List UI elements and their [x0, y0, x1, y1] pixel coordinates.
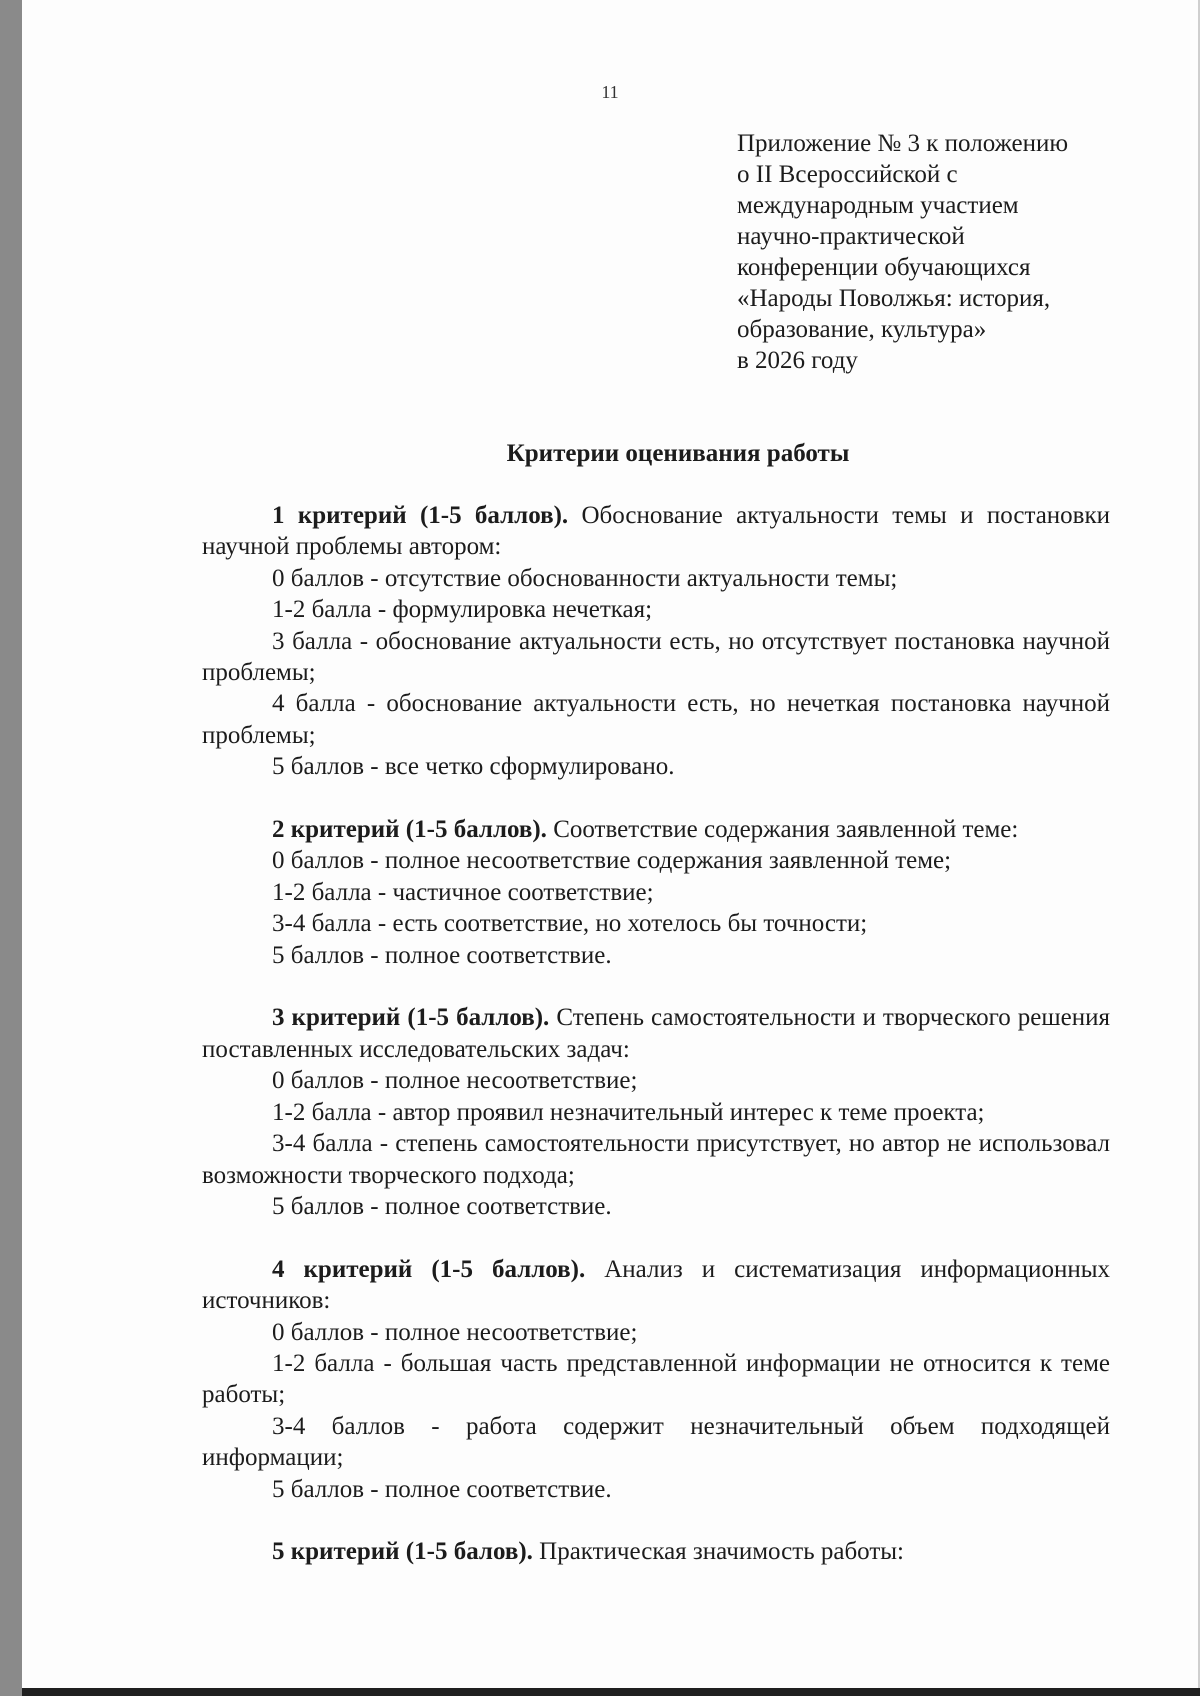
- criterion-description: Соответствие содержания заявленной теме:: [553, 816, 1019, 844]
- criteria-list: [202, 500, 1110, 1599]
- criterion-3: [202, 1002, 1110, 1222]
- criterion-heading: 2 критерий (1-5 баллов).: [272, 816, 547, 844]
- document-page: [22, 0, 1200, 1690]
- score-item: 1-2 балла - частичное соответствие;: [272, 878, 654, 906]
- score-item: 4 балла - обоснование актуальности есть, но нечеткая постановка научной проблемы;: [202, 690, 1110, 749]
- criterion-5: [202, 1536, 1110, 1567]
- appendix-line: международным участием: [737, 192, 1019, 219]
- criterion-paragraph: [202, 814, 1110, 845]
- score-item: 0 баллов - полное несоответствие;: [272, 1067, 638, 1095]
- criterion-description: Практическая значимость работы:: [539, 1538, 904, 1566]
- score-item: 3 балла - обоснование актуальности есть, но отсутствует постановка научной проблемы;: [202, 627, 1110, 687]
- criterion-heading: 1 критерий (1-5 баллов).: [272, 502, 569, 529]
- score-item: 0 баллов - полное несоответствие содержания заявленной теме;: [272, 847, 952, 875]
- criterion-description: Обоснование актуальности темы и постановки научной проблемы автором:: [202, 502, 1110, 561]
- score-item: 0 баллов - отсутствие обоснованности актуальности темы;: [272, 564, 898, 592]
- appendix-line: «Народы Поволжья: история,: [737, 285, 1051, 312]
- criterion-1: [202, 500, 1110, 783]
- score-item: 5 баллов - полное соответствие.: [272, 1192, 612, 1220]
- score-item: 1-2 балла - большая часть представленной информации не относится к теме работы;: [202, 1349, 1110, 1409]
- criterion-paragraph: [202, 1002, 1110, 1065]
- page-edge: [22, 1688, 1200, 1696]
- score-item: 5 баллов - полное соответствие.: [272, 1475, 612, 1503]
- score-item: 0 баллов - полное несоответствие;: [272, 1318, 638, 1346]
- score-item: 5 баллов - полное соответствие.: [272, 941, 612, 969]
- criterion-description: Анализ и систематизация информационных источников:: [202, 1255, 1110, 1315]
- criterion-heading: 3 критерий (1-5 баллов).: [272, 1004, 550, 1032]
- score-item: 3-4 баллов - работа содержит незначительный объем подходящей информации;: [202, 1412, 1110, 1472]
- criterion-heading: 4 критерий (1-5 баллов).: [272, 1255, 586, 1283]
- page-number: 11: [601, 82, 619, 102]
- criterion-heading: 5 критерий (1-5 балов).: [272, 1538, 533, 1566]
- score-item: 5 баллов - все четко сформулировано.: [272, 753, 675, 781]
- document-title: Критерии оценивания работы: [506, 440, 850, 467]
- criterion-paragraph: [202, 500, 1110, 563]
- criterion-2: [202, 814, 1110, 971]
- criterion-4: [202, 1254, 1110, 1505]
- appendix-line: Приложение № 3 к положению: [737, 130, 1069, 157]
- score-item: 1-2 балла - автор проявил незначительный интерес к теме проекта;: [272, 1098, 985, 1126]
- score-item: 3-4 балла - степень самостоятельности присутствует, но автор не использовал возможности творческого подхода;: [202, 1130, 1110, 1189]
- appendix-note: [737, 128, 1177, 376]
- criterion-paragraph: [202, 1254, 1110, 1317]
- score-item: 3-4 балла - есть соответствие, но хотелось бы точности;: [272, 910, 868, 938]
- appendix-line: образование, культура»: [737, 316, 987, 343]
- appendix-line: научно-практической: [737, 223, 965, 250]
- criterion-paragraph: [202, 1536, 1110, 1567]
- criterion-description: Степень самостоятельности и творческого решения поставленных исследовательских задач:: [202, 1004, 1110, 1063]
- appendix-line: в 2026 году: [737, 347, 858, 374]
- appendix-line: конференции обучающихся: [737, 254, 1031, 281]
- appendix-line: о II Всероссийской с: [737, 161, 958, 188]
- score-item: 1-2 балла - формулировка нечеткая;: [272, 596, 653, 624]
